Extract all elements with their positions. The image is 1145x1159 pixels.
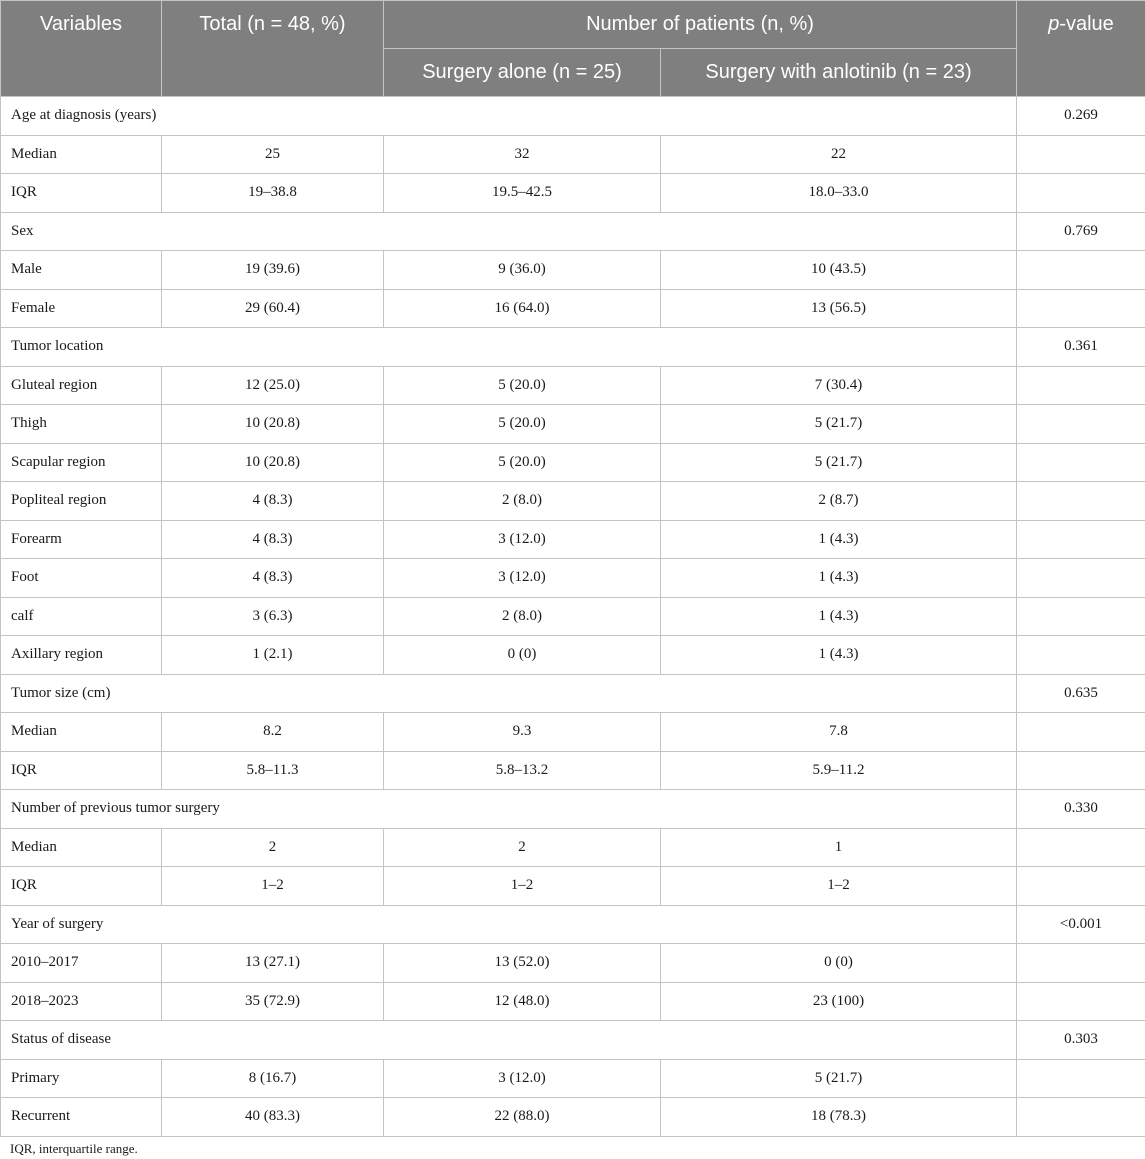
- row-label: Forearm: [1, 520, 162, 559]
- cell-total: 35 (72.9): [162, 982, 384, 1021]
- cell-surgery-with-anlotinib: 1 (4.3): [661, 559, 1017, 598]
- section-p-value: <0.001: [1017, 905, 1145, 944]
- cell-surgery-with-anlotinib: 5.9–11.2: [661, 751, 1017, 790]
- table-row: [1, 443, 1145, 482]
- row-label: 2018–2023: [1, 982, 162, 1021]
- table-row: [1, 597, 1145, 636]
- table-row: [1, 636, 1145, 675]
- cell-surgery-alone: 5.8–13.2: [384, 751, 661, 790]
- cell-surgery-with-anlotinib: 22: [661, 135, 1017, 174]
- row-label: calf: [1, 597, 162, 636]
- cell-surgery-alone: 3 (12.0): [384, 1059, 661, 1098]
- table-row: [1, 174, 1145, 213]
- row-label: Popliteal region: [1, 482, 162, 521]
- cell-surgery-with-anlotinib: 2 (8.7): [661, 482, 1017, 521]
- cell-surgery-with-anlotinib: 1 (4.3): [661, 636, 1017, 675]
- table-row: [1, 251, 1145, 290]
- cell-p-value-empty: [1017, 520, 1145, 559]
- cell-total: 8 (16.7): [162, 1059, 384, 1098]
- section-p-value: 0.303: [1017, 1021, 1145, 1060]
- header-variables: Variables: [1, 1, 162, 97]
- cell-total: 8.2: [162, 713, 384, 752]
- cell-surgery-alone: 9 (36.0): [384, 251, 661, 290]
- cell-surgery-alone: 3 (12.0): [384, 520, 661, 559]
- section-p-value: 0.769: [1017, 212, 1145, 251]
- section-row: [1, 790, 1145, 829]
- row-label: Recurrent: [1, 1098, 162, 1137]
- cell-total: 1–2: [162, 867, 384, 906]
- table-row: [1, 944, 1145, 983]
- cell-p-value-empty: [1017, 174, 1145, 213]
- cell-total: 25: [162, 135, 384, 174]
- cell-surgery-alone: 5 (20.0): [384, 443, 661, 482]
- row-label: Foot: [1, 559, 162, 598]
- section-row: [1, 1021, 1145, 1060]
- section-p-value: 0.635: [1017, 674, 1145, 713]
- cell-p-value-empty: [1017, 559, 1145, 598]
- cell-p-value-empty: [1017, 867, 1145, 906]
- cell-surgery-alone: 13 (52.0): [384, 944, 661, 983]
- cell-surgery-alone: 5 (20.0): [384, 405, 661, 444]
- cell-total: 3 (6.3): [162, 597, 384, 636]
- header-p-rest: -value: [1059, 13, 1114, 35]
- section-label: Year of surgery: [1, 905, 1017, 944]
- cell-surgery-with-anlotinib: 1: [661, 828, 1017, 867]
- cell-p-value-empty: [1017, 713, 1145, 752]
- cell-surgery-with-anlotinib: 18.0–33.0: [661, 174, 1017, 213]
- cell-surgery-with-anlotinib: 1 (4.3): [661, 597, 1017, 636]
- table-row: [1, 982, 1145, 1021]
- cell-p-value-empty: [1017, 828, 1145, 867]
- cell-surgery-with-anlotinib: 23 (100): [661, 982, 1017, 1021]
- cell-total: 1 (2.1): [162, 636, 384, 675]
- table-row: [1, 366, 1145, 405]
- cell-total: 19–38.8: [162, 174, 384, 213]
- table-row: [1, 405, 1145, 444]
- row-label: 2010–2017: [1, 944, 162, 983]
- cell-p-value-empty: [1017, 597, 1145, 636]
- row-label: Female: [1, 289, 162, 328]
- cell-p-value-empty: [1017, 443, 1145, 482]
- table-header: [1, 1, 1145, 97]
- cell-surgery-alone: 3 (12.0): [384, 559, 661, 598]
- table-row: [1, 751, 1145, 790]
- table-row: [1, 867, 1145, 906]
- row-label: Male: [1, 251, 162, 290]
- cell-surgery-with-anlotinib: 7 (30.4): [661, 366, 1017, 405]
- section-row: [1, 674, 1145, 713]
- row-label: Gluteal region: [1, 366, 162, 405]
- cell-surgery-with-anlotinib: 0 (0): [661, 944, 1017, 983]
- section-label: Number of previous tumor surgery: [1, 790, 1017, 829]
- table-row: [1, 289, 1145, 328]
- row-label: Median: [1, 713, 162, 752]
- cell-total: 13 (27.1): [162, 944, 384, 983]
- cell-total: 4 (8.3): [162, 520, 384, 559]
- cell-p-value-empty: [1017, 482, 1145, 521]
- table-row: [1, 520, 1145, 559]
- cell-p-value-empty: [1017, 251, 1145, 290]
- cell-p-value-empty: [1017, 405, 1145, 444]
- header-p-value: [1017, 1, 1145, 97]
- row-label: Scapular region: [1, 443, 162, 482]
- cell-surgery-alone: 5 (20.0): [384, 366, 661, 405]
- section-p-value: 0.361: [1017, 328, 1145, 367]
- row-label: IQR: [1, 751, 162, 790]
- cell-surgery-alone: 9.3: [384, 713, 661, 752]
- cell-surgery-with-anlotinib: 18 (78.3): [661, 1098, 1017, 1137]
- row-label: Axillary region: [1, 636, 162, 675]
- cell-p-value-empty: [1017, 1059, 1145, 1098]
- table-row: [1, 713, 1145, 752]
- section-label: Tumor location: [1, 328, 1017, 367]
- header-p-italic: p: [1048, 13, 1060, 35]
- cell-p-value-empty: [1017, 944, 1145, 983]
- section-label: Status of disease: [1, 1021, 1017, 1060]
- cell-total: 2: [162, 828, 384, 867]
- section-row: [1, 97, 1145, 136]
- header-total: Total (n = 48, %): [162, 1, 384, 97]
- row-label: Thigh: [1, 405, 162, 444]
- section-p-value: 0.330: [1017, 790, 1145, 829]
- cell-total: 10 (20.8): [162, 405, 384, 444]
- cell-surgery-alone: 12 (48.0): [384, 982, 661, 1021]
- section-row: [1, 328, 1145, 367]
- row-label: Median: [1, 135, 162, 174]
- row-label: Primary: [1, 1059, 162, 1098]
- cell-p-value-empty: [1017, 982, 1145, 1021]
- cell-surgery-alone: 2: [384, 828, 661, 867]
- table-row: [1, 135, 1145, 174]
- cell-p-value-empty: [1017, 366, 1145, 405]
- header-surgery-with-anlotinib: Surgery with anlotinib (n = 23): [661, 49, 1017, 97]
- cell-total: 40 (83.3): [162, 1098, 384, 1137]
- cell-surgery-alone: 22 (88.0): [384, 1098, 661, 1137]
- table-row: [1, 1098, 1145, 1137]
- row-label: IQR: [1, 174, 162, 213]
- cell-p-value-empty: [1017, 636, 1145, 675]
- cell-surgery-with-anlotinib: 13 (56.5): [661, 289, 1017, 328]
- cell-surgery-alone: 32: [384, 135, 661, 174]
- row-label: IQR: [1, 867, 162, 906]
- cell-p-value-empty: [1017, 135, 1145, 174]
- table-body: [1, 97, 1145, 1137]
- cell-p-value-empty: [1017, 751, 1145, 790]
- section-label: Tumor size (cm): [1, 674, 1017, 713]
- table-footnote: IQR, interquartile range.: [10, 1141, 138, 1156]
- cell-surgery-with-anlotinib: 10 (43.5): [661, 251, 1017, 290]
- cell-surgery-alone: 1–2: [384, 867, 661, 906]
- cell-surgery-with-anlotinib: 1–2: [661, 867, 1017, 906]
- cell-surgery-with-anlotinib: 1 (4.3): [661, 520, 1017, 559]
- section-row: [1, 905, 1145, 944]
- section-label: Age at diagnosis (years): [1, 97, 1017, 136]
- cell-surgery-alone: 19.5–42.5: [384, 174, 661, 213]
- cell-surgery-alone: 2 (8.0): [384, 597, 661, 636]
- cell-total: 4 (8.3): [162, 482, 384, 521]
- table-row: [1, 828, 1145, 867]
- cell-total: 12 (25.0): [162, 366, 384, 405]
- cell-surgery-with-anlotinib: 5 (21.7): [661, 405, 1017, 444]
- cell-total: 29 (60.4): [162, 289, 384, 328]
- cell-total: 4 (8.3): [162, 559, 384, 598]
- cell-surgery-alone: 2 (8.0): [384, 482, 661, 521]
- table-row: [1, 1059, 1145, 1098]
- row-label: Median: [1, 828, 162, 867]
- cell-total: 5.8–11.3: [162, 751, 384, 790]
- header-number-of-patients: Number of patients (n, %): [384, 1, 1017, 49]
- table-row: [1, 559, 1145, 598]
- section-row: [1, 212, 1145, 251]
- section-p-value: 0.269: [1017, 97, 1145, 136]
- cell-surgery-with-anlotinib: 7.8: [661, 713, 1017, 752]
- cell-total: 19 (39.6): [162, 251, 384, 290]
- cell-surgery-alone: 16 (64.0): [384, 289, 661, 328]
- cell-p-value-empty: [1017, 1098, 1145, 1137]
- cell-surgery-alone: 0 (0): [384, 636, 661, 675]
- cell-surgery-with-anlotinib: 5 (21.7): [661, 1059, 1017, 1098]
- section-label: Sex: [1, 212, 1017, 251]
- cell-surgery-with-anlotinib: 5 (21.7): [661, 443, 1017, 482]
- header-surgery-alone: Surgery alone (n = 25): [384, 49, 661, 97]
- table-row: [1, 482, 1145, 521]
- cell-p-value-empty: [1017, 289, 1145, 328]
- cell-total: 10 (20.8): [162, 443, 384, 482]
